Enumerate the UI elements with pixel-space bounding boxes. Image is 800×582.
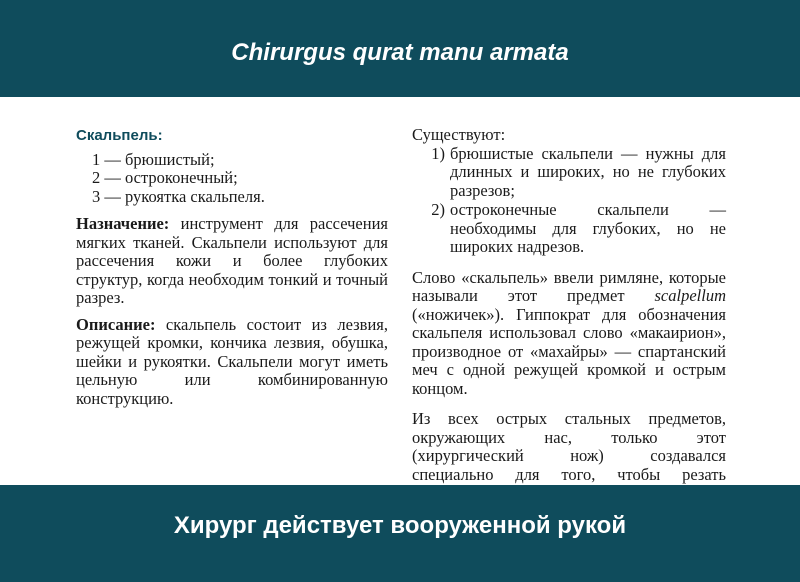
scalpel-kinds-list xyxy=(412,145,726,257)
footer-band xyxy=(0,485,800,582)
list-item-text: брюшистые скальпели — нужны для длинных и широких, но не глубоких разрезов; xyxy=(450,143,726,200)
left-column xyxy=(76,127,388,416)
etymology-text-end: («ножичек»). Гиппократ для обозначения скальпеля использовал слово «макаирион», производное от «махайры» — спартанский меч с одной режущей кромкой и острым концом. xyxy=(412,304,726,398)
list-item-text: остроконечные скальпели — необходимы для глубоких, но не широких надрезов. xyxy=(450,200,726,256)
list-marker: 1) xyxy=(431,143,445,163)
etymology-paragraph xyxy=(412,269,726,399)
list-item xyxy=(412,145,726,201)
list-item: 1 — брюшистый; xyxy=(92,149,215,169)
kinds-intro: Существуют: xyxy=(412,125,506,144)
purpose-label: Назначение: xyxy=(76,214,170,233)
purpose-paragraph xyxy=(76,215,388,308)
right-column xyxy=(412,126,726,515)
footer-motto: Хирург действует вооруженной рукой xyxy=(173,511,627,539)
list-marker: 2) xyxy=(431,200,445,219)
latin-term: scalpellum xyxy=(654,286,726,305)
scalpel-heading: Скальпель: xyxy=(76,127,163,144)
header-band xyxy=(0,0,800,97)
page-title: Chirurgus qurat manu armata xyxy=(231,38,569,66)
description-text: скальпель состоит из лезвия, режущей кромки, кончика лезвия, обушка, шейки и рукоятки. Скальпели могут иметь цельную или комбинированную конструкцию. xyxy=(76,314,388,408)
description-label: Описание: xyxy=(76,314,156,334)
scalpel-parts-list xyxy=(76,151,388,207)
closing-paragraph: Из всех острых стальных предметов, окружающих нас, только этот (хирургический нож) создавался специально для того, чтобы резать xyxy=(412,409,726,484)
list-item xyxy=(412,201,726,257)
description-paragraph xyxy=(76,316,388,409)
purpose-text: инструмент для рассечения мягких тканей. Скальпели используют для рассечения кожи и более глубоких структур, когда необходим тонкий и точный разрез. xyxy=(76,214,388,307)
list-item: 3 — рукоятка скальпеля. xyxy=(92,186,265,206)
etymology-text-start: Слово «скальпель» ввели римляне, которые называли этот предмет xyxy=(412,267,726,305)
list-item: 2 — остроконечный; xyxy=(92,168,238,187)
